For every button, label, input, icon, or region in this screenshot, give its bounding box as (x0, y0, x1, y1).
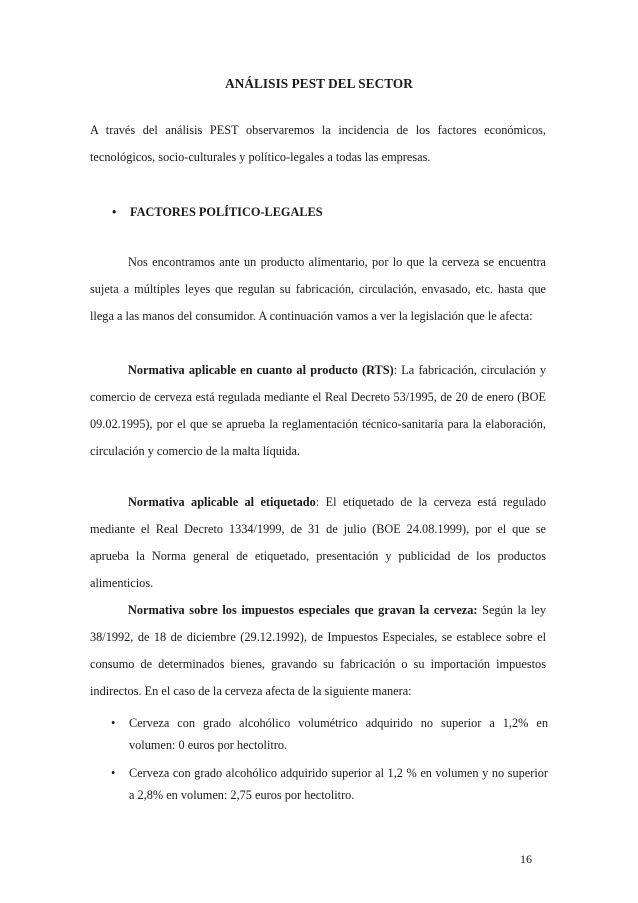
list-item-text: Cerveza con grado alcohólico volumétrico adquirido no superior a 1,2% en volumen: 0 euros por hectolitro. (129, 716, 548, 752)
page-number: 16 (520, 852, 532, 866)
bullet-icon: • (111, 716, 116, 730)
impuestos-list (107, 712, 548, 812)
normativa-rts-paragraph (90, 357, 546, 465)
normativa-impuestos-paragraph (90, 597, 546, 705)
section-intro-paragraph: Nos encontramos ante un producto alimentario, por lo que la cerveza se encuentra sujeta a múltiples leyes que regulan su fabricación, circulación, envasado, etc. hasta que llega a las manos del consumidor. A continuación vamos a ver la legislación que le afecta: (90, 255, 546, 323)
intro-paragraph: A través del análisis PEST observaremos la incidencia de los factores económicos, tecnológicos, socio-culturales y político-legales a todas las empresas. (90, 123, 546, 164)
normativa-impuestos-heading: Normativa sobre los impuestos especiales que gravan la cerveza: (128, 603, 478, 617)
normativa-etiquetado-paragraph (90, 489, 546, 597)
section-heading (112, 205, 323, 220)
list-item (107, 762, 548, 806)
section-heading-label: FACTORES POLÍTICO-LEGALES (130, 205, 323, 219)
normativa-etiquetado-heading: Normativa aplicable al etiquetado (128, 495, 316, 509)
bullet-icon: • (111, 766, 116, 780)
list-item-text: Cerveza con grado alcohólico adquirido superior al 1,2 % en volumen y no superior a 2,8% en volumen: 2,75 euros por hectolitro. (129, 766, 548, 802)
page-title: ANÁLISIS PEST DEL SECTOR (225, 76, 413, 91)
bullet-icon: • (112, 205, 117, 219)
list-item (107, 712, 548, 756)
normativa-impuestos-text: Según la ley 38/1992, de 18 de diciembre (29.12.1992), de Impuestos Especiales, se establece sobre el consumo de determinados bienes, gravando su fabricación o su importación impuestos indirectos. En el caso de la cerveza afecta de la siguiente manera: (90, 603, 546, 698)
normativa-rts-heading: Normativa aplicable en cuanto al producto (RTS) (128, 363, 394, 377)
normativa-rts-text: : La fabricación, circulación y comercio de cerveza está regulada mediante el Real Decreto 53/1995, de 20 de enero (BOE 09.02.1995), por el que se aprueba la reglamentación técnico-sanitaria para la elaboración, circulación y comercio de la malta líquida. (90, 363, 547, 458)
normativa-etiquetado-text: : El etiquetado de la cerveza está regulado mediante el Real Decreto 1334/1999, de 31 de julio (BOE 24.08.1999), por el que se aprueba la Norma general de etiquetado, presentación y publicidad de los productos alimenticios. (90, 495, 546, 590)
